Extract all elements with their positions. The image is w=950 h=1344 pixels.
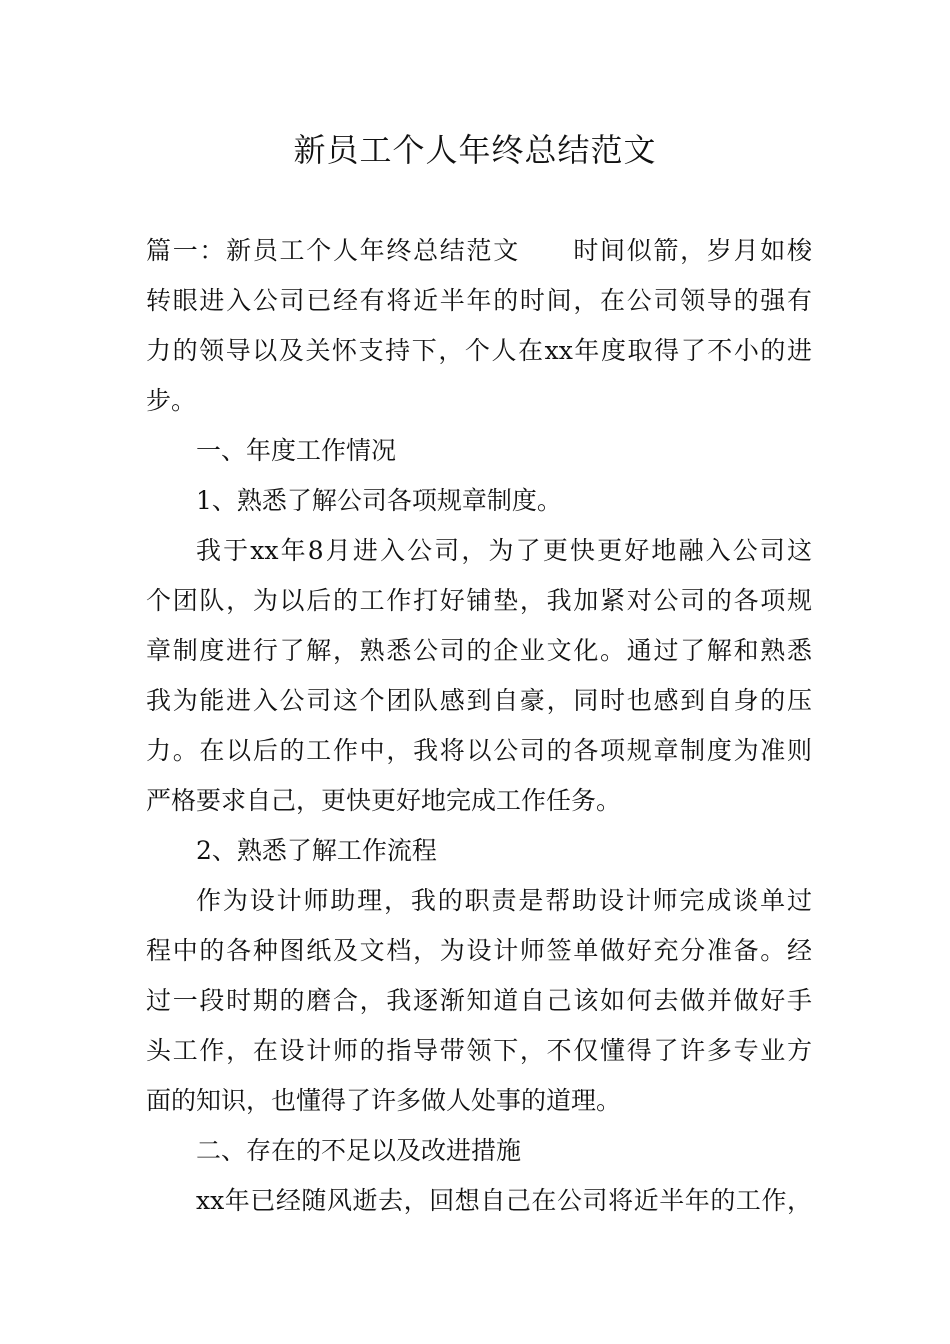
- section-heading: 一、年度工作情况: [196, 436, 397, 465]
- paragraph-line: 面的知识，也懂得了许多做人处事的道理。: [146, 1086, 622, 1115]
- paragraph-line: 严格要求自己，更快更好地完成工作任务。: [146, 786, 622, 815]
- paragraph-line: 作为设计师助理，我的职责是帮助设计师完成谈单过: [196, 886, 812, 915]
- paragraph-line: 个团队，为以后的工作打好铺垫，我加紧对公司的各项规: [146, 586, 812, 615]
- paragraph-line: 转眼进入公司已经有将近半年的时间，在公司领导的强有: [146, 286, 812, 315]
- paragraph-line: 篇一：新员工个人年终总结范文 时间似箭，岁月如梭: [146, 236, 812, 265]
- paragraph-line: 头工作，在设计师的指导带领下，不仅懂得了许多专业方: [146, 1036, 812, 1065]
- paragraph-line: 程中的各种图纸及文档，为设计师签单做好充分准备。经: [146, 936, 812, 965]
- subsection-heading: 2、熟悉了解工作流程: [196, 836, 437, 865]
- paragraph-line: 我为能进入公司这个团队感到自豪，同时也感到自身的压: [146, 686, 812, 715]
- paragraph-line: 力的领导以及关怀支持下，个人在xx年度取得了不小的进: [146, 336, 812, 365]
- section-heading: 二、存在的不足以及改进措施: [196, 1136, 522, 1165]
- paragraph-line: 我于xx年8月进入公司，为了更快更好地融入公司这: [196, 536, 812, 565]
- paragraph-line: 力。在以后的工作中，我将以公司的各项规章制度为准则: [146, 736, 812, 765]
- paragraph-line: xx年已经随风逝去，回想自己在公司将近半年的工作，: [196, 1186, 812, 1215]
- paragraph-line: 章制度进行了解，熟悉公司的企业文化。通过了解和熟悉: [146, 636, 812, 665]
- subsection-heading: 1、熟悉了解公司各项规章制度。: [196, 486, 562, 515]
- document-body: [146, 226, 812, 1226]
- document-title: 新员工个人年终总结范文: [293, 131, 657, 169]
- paragraph-line: 步。: [146, 386, 197, 415]
- paragraph-line: 过一段时期的磨合，我逐渐知道自己该如何去做并做好手: [146, 986, 812, 1015]
